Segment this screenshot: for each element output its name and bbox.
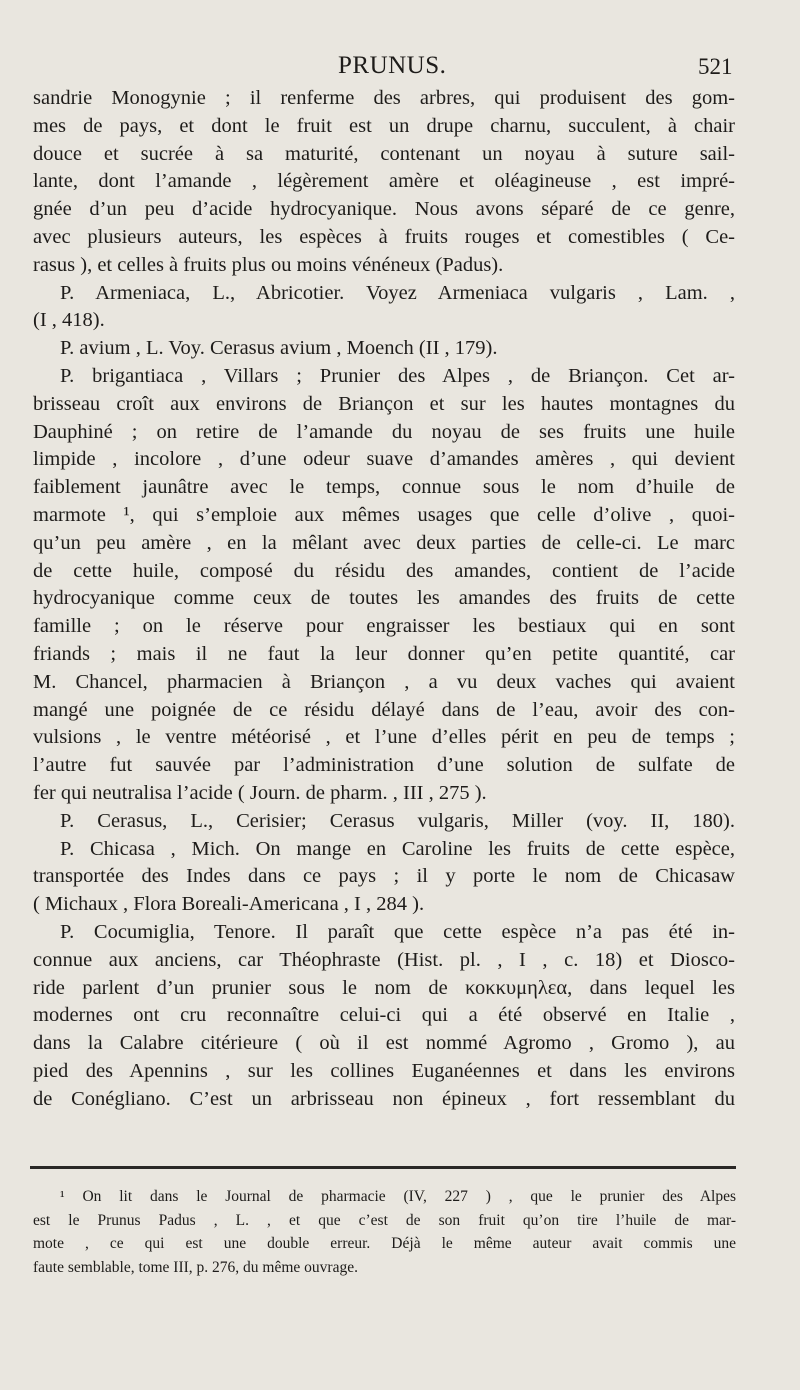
text-line: qu’un peu amère , en la mêlant avec deux parties de celle-ci. Le marc <box>33 531 735 554</box>
text-line: rasus ), et celles à fruits plus ou moins vénéneux (Padus). <box>33 253 504 276</box>
page-header <box>0 50 800 84</box>
text-line: avec plusieurs auteurs, les espèces à fruits rouges et comestibles ( Ce- <box>33 225 735 248</box>
text-line: gnée d’un peu d’acide hydrocyanique. Nous avons séparé de ce genre, <box>33 198 735 221</box>
body-text <box>33 85 735 1113</box>
text-line: connue aux anciens, car Théophraste (Hist. pl. , I , c. 18) et Diosco- <box>33 948 735 971</box>
text-line: (I , 418). <box>33 309 105 332</box>
text-line: dans la Calabre citérieure ( où il est nommé Agromo , Gromo ), au <box>33 1032 735 1055</box>
footnote-line: ¹ On lit dans le Journal de pharmacie (IV, 227 ) , que le prunier des Alpes <box>60 1188 736 1205</box>
text-line: ( Michaux , Flora Boreali-Americana , I , 284 ). <box>33 893 425 916</box>
entry-armeniaca: P. Armeniaca, L., Abricotier. Voyez Armeniaca vulgaris , Lam. , <box>60 281 735 304</box>
running-title: PRUNUS. <box>338 52 447 79</box>
text-line: douce et sucrée à sa maturité, contenant un noyau à suture sail- <box>33 142 735 165</box>
page-number: 521 <box>698 54 733 79</box>
footnotes <box>33 1185 736 1279</box>
entry-brigantiaca: P. brigantiaca , Villars ; Prunier des Alpes , de Briançon. Cet ar- <box>60 364 735 387</box>
text-line: pied des Apennins , sur les collines Euganéennes et dans les environs <box>33 1059 735 1082</box>
text-line: de cette huile, composé du résidu des amandes, contient de l’acide <box>33 559 735 582</box>
text-line: hydrocyanique comme ceux de toutes les amandes des fruits de cette <box>33 587 735 610</box>
text-line: famille ; on le réserve pour engraisser les bestiaux qui en sont <box>33 615 735 638</box>
entry-avium: P. avium , L. Voy. Cerasus avium , Moench (II , 179). <box>60 337 498 360</box>
footnote-line: est le Prunus Padus , L. , et que c’est de son fruit qu’on tire l’huile de mar- <box>33 1211 736 1229</box>
entry-cocumiglia: P. Cocumiglia, Tenore. Il paraît que cette espèce n’a pas été in- <box>60 920 735 943</box>
text-line: marmote ¹, qui s’emploie aux mêmes usages que celle d’olive , quoi- <box>33 503 735 526</box>
footnote-line: mote , ce qui est une double erreur. Déjà le même auteur avait commis une <box>33 1235 736 1252</box>
text-line: fer qui neutralisa l’acide ( Journ. de pharm. , III , 275 ). <box>33 781 487 804</box>
text-line: friands ; mais il ne faut la leur donner qu’en petite quantité, car <box>33 642 735 665</box>
text-line: l’autre fut sauvée par l’administration d’une solution de sulfate de <box>33 754 735 777</box>
text-line: lante, dont l’amande , légèrement amère et oléagineuse , est impré- <box>33 170 735 193</box>
text-line: de Conégliano. C’est un arbrisseau non épineux , fort ressemblant du <box>33 1087 735 1110</box>
text-line: modernes ont cru reconnaître celui-ci qui a été observé en Italie , <box>33 1004 735 1027</box>
entry-cerasus: P. Cerasus, L., Cerisier; Cerasus vulgaris, Miller (voy. II, 180). <box>60 809 735 832</box>
text-line: mes de pays, et dont le fruit est un drupe charnu, succulent, à chair <box>33 114 735 137</box>
text-line: Dauphiné ; on retire de l’amande du noyau de ses fruits une huile <box>33 420 735 443</box>
text-line: faiblement jaunâtre avec le temps, connue sous le nom d’huile de <box>33 476 735 499</box>
text-line: transportée des Indes dans ce pays ; il y porte le nom de Chicasaw <box>33 865 735 888</box>
text-line: ride parlent d’un prunier sous le nom de κοκκυμηλεα, dans lequel les <box>33 976 735 999</box>
text-line: sandrie Monogynie ; il renferme des arbres, qui produisent des gom- <box>33 87 735 109</box>
text-line: vulsions , le ventre météorisé , et l’une d’elles périt en peu de temps ; <box>33 726 735 749</box>
text-line: limpide , incolore , d’une odeur suave d’amandes amères , qui devient <box>33 448 735 471</box>
entry-chicasa: P. Chicasa , Mich. On mange en Caroline les fruits de cette espèce, <box>60 837 735 860</box>
text-line: mangé une poignée de ce résidu délayé dans de l’eau, avoir des con- <box>33 698 735 721</box>
text-line: brisseau croît aux environs de Briançon et sur les hautes montagnes du <box>33 392 735 415</box>
text-line: M. Chancel, pharmacien à Briançon , a vu deux vaches qui avaient <box>33 670 735 693</box>
footnote-divider <box>30 1166 736 1169</box>
footnote-line: faute semblable, tome III, p. 276, du même ouvrage. <box>33 1258 358 1276</box>
